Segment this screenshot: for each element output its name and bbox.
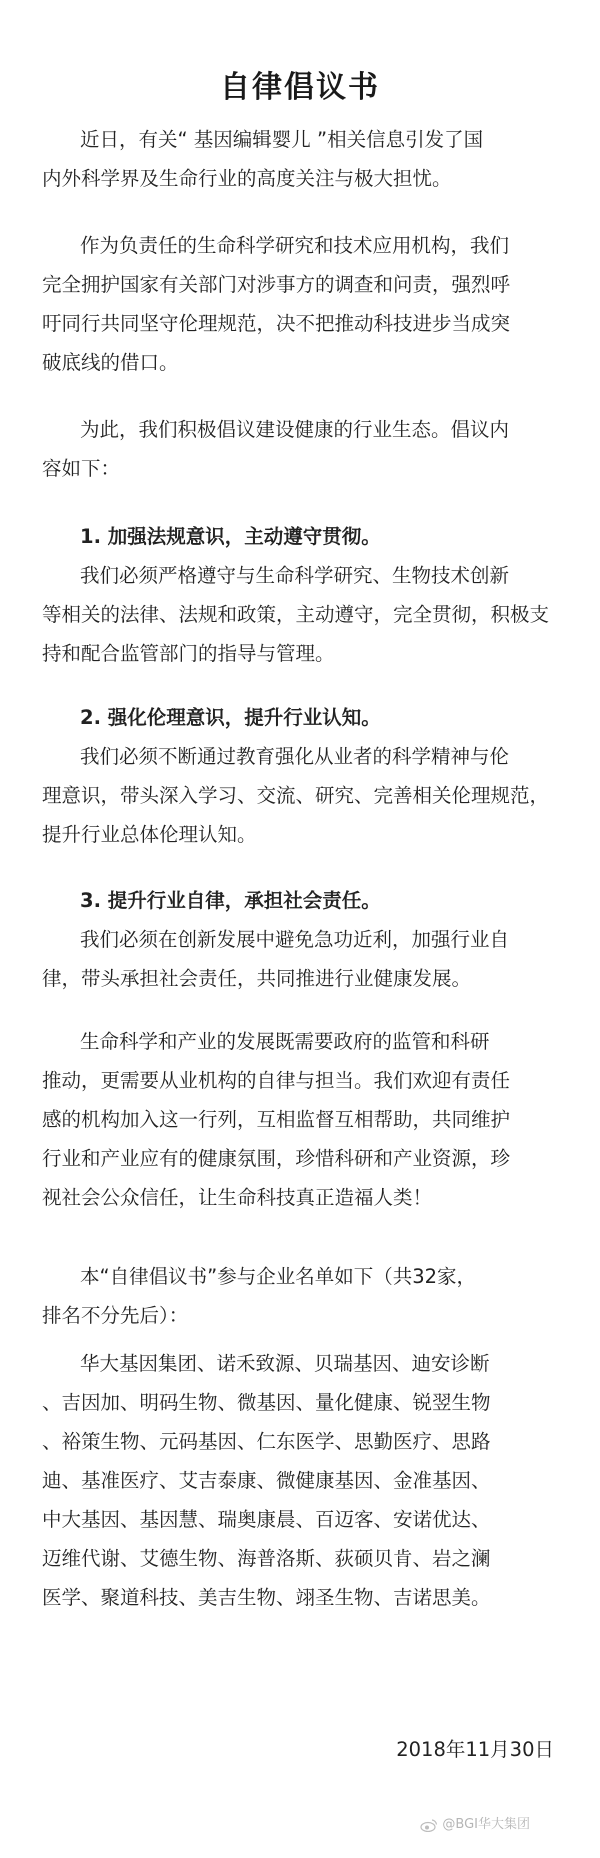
- text-line: 内外科学界及生命行业的高度关注与极大担忧。: [42, 167, 452, 190]
- paragraph-participants-intro: [42, 1257, 562, 1335]
- item-heading: 1. 加强法规意识，主动遵守贯彻。: [80, 525, 381, 548]
- paragraph-proposal: [42, 410, 562, 488]
- text-line: 视社会公众信任，让生命科技真正造福人类！: [42, 1186, 433, 1209]
- company-line: 、裕策生物、元码基因、仁东医学、思勤医疗、思路: [42, 1430, 491, 1453]
- text-line: 本“自律倡议书”参与企业名单如下（共32家，: [80, 1265, 477, 1288]
- company-line: 医学、聚道科技、美吉生物、翊圣生物、吉诺思美。: [42, 1586, 491, 1609]
- proposal-item-1: [42, 517, 562, 673]
- text-line: 等相关的法律、法规和政策，主动遵守，完全贯彻，积极支: [42, 603, 550, 626]
- proposal-item-3: [42, 881, 562, 998]
- paragraph-closing: [42, 1022, 562, 1217]
- company-line: 中大基因、基因慧、瑞奥康晨、百迈客、安诺优达、: [42, 1508, 491, 1531]
- proposal-item-2: [42, 698, 562, 854]
- paragraph-intro: [42, 120, 562, 198]
- text-line: 排名不分先后）：: [42, 1304, 189, 1327]
- text-line: 持和配合监管部门的指导与管理。: [42, 642, 335, 665]
- paragraph-stance: [42, 226, 562, 382]
- text-line: 我们必须严格遵守与生命科学研究、生物技术创新: [80, 564, 510, 587]
- company-line: 华大基因集团、诺禾致源、贝瑞基因、迪安诊断: [80, 1352, 490, 1375]
- company-line: 、吉因加、明码生物、微基因、量化健康、锐翌生物: [42, 1391, 491, 1414]
- text-line: 感的机构加入这一行列，互相监督互相帮助，共同维护: [42, 1108, 511, 1131]
- text-line: 吁同行共同坚守伦理规范，决不把推动科技进步当成突: [42, 312, 511, 335]
- text-line: 作为负责任的生命科学研究和技术应用机构，我们: [80, 234, 510, 257]
- company-list: [42, 1344, 562, 1617]
- weibo-logo-icon: [420, 1818, 438, 1832]
- company-line: 迪、基准医疗、艾吉泰康、微健康基因、金准基因、: [42, 1469, 491, 1492]
- text-line: 推动，更需要从业机构的自律与担当。我们欢迎有责任: [42, 1069, 511, 1092]
- text-line: 律，带头承担社会责任，共同推进行业健康发展。: [42, 967, 472, 990]
- text-line: 我们必须不断通过教育强化从业者的科学精神与伦: [80, 745, 510, 768]
- item-heading: 2. 强化伦理意识，提升行业认知。: [80, 706, 381, 729]
- text-line: 理意识，带头深入学习、交流、研究、完善相关伦理规范，: [42, 784, 550, 807]
- text-line: 近日，有关“ 基因编辑婴儿 ”相关信息引发了国: [80, 128, 484, 151]
- text-line: 容如下：: [42, 457, 121, 480]
- text-line: 完全拥护国家有关部门对涉事方的调查和问责，强烈呼: [42, 273, 511, 296]
- watermark-text: @BGI华大集团: [442, 1817, 530, 1832]
- text-line: 提升行业总体伦理认知。: [42, 823, 257, 846]
- text-line: 我们必须在创新发展中避免急功近利，加强行业自: [80, 928, 510, 951]
- text-line: 破底线的借口。: [42, 351, 179, 374]
- document-title: 自律倡议书: [220, 70, 380, 105]
- text-line: 行业和产业应有的健康氛围，珍惜科研和产业资源，珍: [42, 1147, 511, 1170]
- text-line: 为此，我们积极倡议建设健康的行业生态。倡议内: [80, 418, 510, 441]
- item-heading: 3. 提升行业自律，承担社会责任。: [80, 889, 381, 912]
- text-line: 生命科学和产业的发展既需要政府的监管和科研: [80, 1030, 490, 1053]
- watermark: [420, 1816, 530, 1834]
- document-date: 2018年11月30日: [396, 1738, 554, 1761]
- company-line: 迈维代谢、艾德生物、海普洛斯、荻硕贝肯、岩之澜: [42, 1547, 491, 1570]
